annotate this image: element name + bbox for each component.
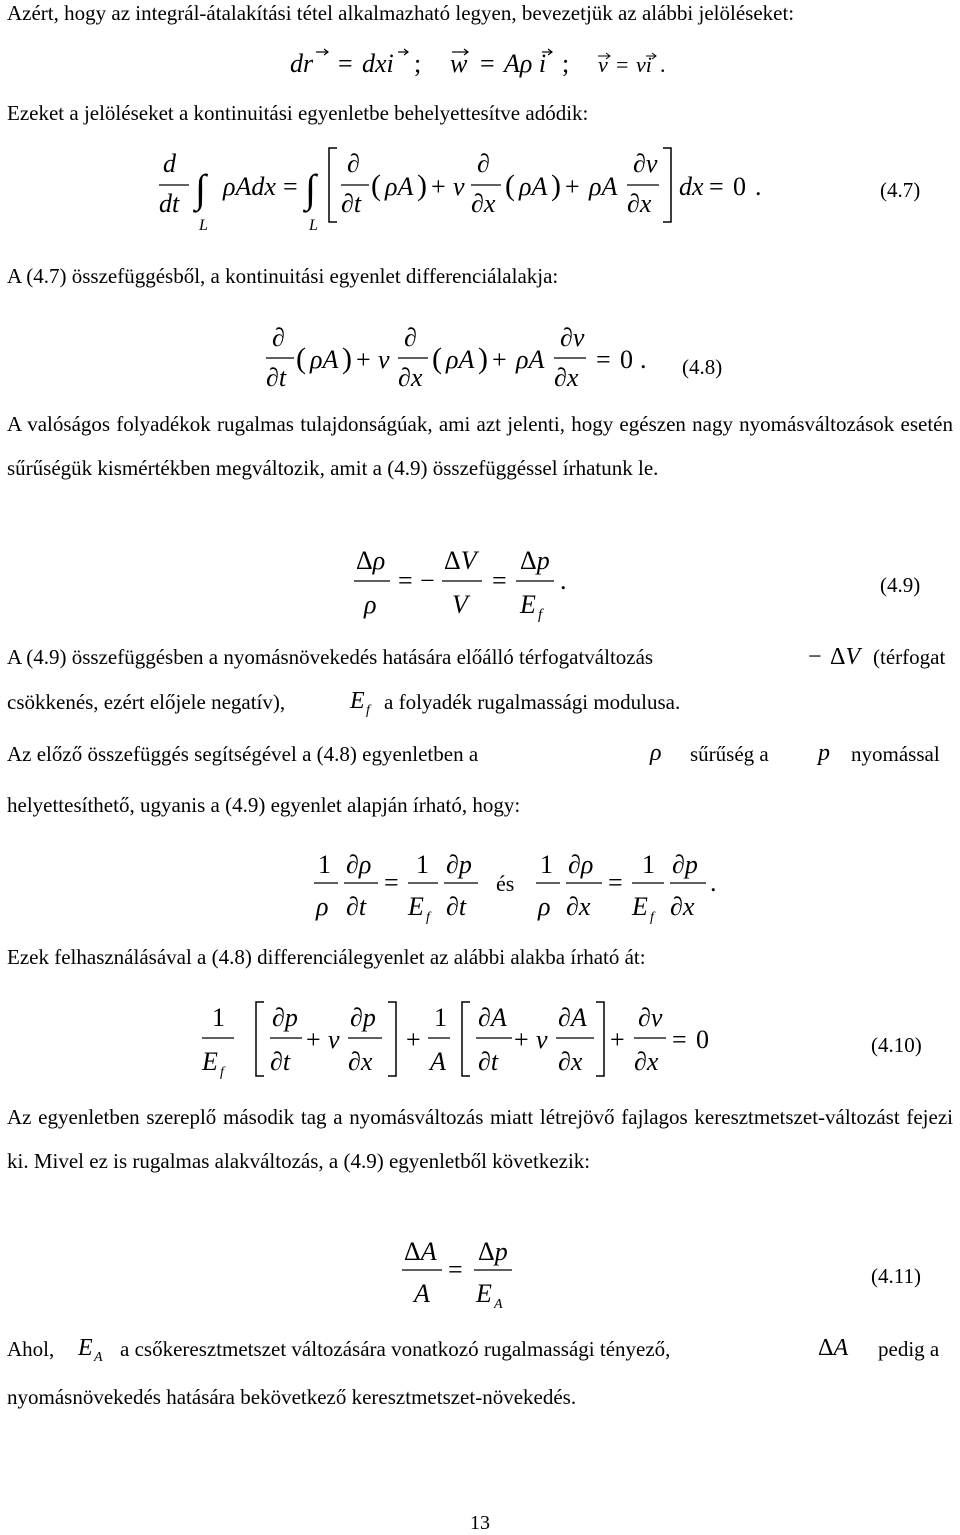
svg-text:∂v: ∂v <box>638 1003 663 1032</box>
paragraph-elasticity: A valóságos folyadékok rugalmas tulajdonságúak, ami azt jelenti, hogy egészen nagy nyomásváltozások esetén sűrűségük kismértékben megváltozik, amit a (4.9) összefüggéssel írhatunk le. <box>7 412 953 480</box>
svg-text:ρA: ρA <box>385 172 414 201</box>
svg-text:∂x: ∂x <box>348 1047 373 1076</box>
svg-text:ρA: ρA <box>516 345 545 374</box>
svg-text:∂t: ∂t <box>266 363 287 392</box>
svg-text:): ) <box>417 169 427 202</box>
svg-text:.: . <box>560 566 567 595</box>
svg-text:v: v <box>598 52 608 77</box>
svg-text:−: − <box>420 566 435 595</box>
paragraph-cross-section: Az egyenletben szereplő második tag a nyomásváltozás miatt létrejövő fajlagos keresztmetszet-változást fejezi ki. Mivel ez is rugalmas alakváltozás, a (4.9) egyenletből következik: <box>7 1105 953 1173</box>
svg-text:Δp: Δp <box>478 1237 508 1266</box>
svg-text:=: = <box>608 868 623 897</box>
equation-4-8 <box>262 316 662 406</box>
paragraph-substitution-density-text: Az előző összefüggés segítségével a (4.8) egyenletben a <box>7 742 479 766</box>
svg-text:∂t: ∂t <box>270 1047 291 1076</box>
modulus-symbol <box>350 686 380 720</box>
svg-text:(: ( <box>296 342 306 375</box>
paragraph-modulus-description: a folyadék rugalmassági modulusa. <box>384 690 681 714</box>
ea-symbol <box>78 1333 108 1367</box>
svg-text:p: p <box>818 740 830 766</box>
svg-text:A: A <box>94 1350 103 1365</box>
svg-text:∂x: ∂x <box>627 189 652 218</box>
svg-text:E: E <box>202 1047 218 1076</box>
svg-text:Δρ: Δρ <box>356 546 386 575</box>
notation-equation <box>290 42 690 82</box>
svg-text:vi: vi <box>636 52 652 77</box>
svg-text:1: 1 <box>434 1003 447 1032</box>
svg-text:A: A <box>414 1279 430 1308</box>
svg-text:∂p: ∂p <box>272 1003 298 1032</box>
svg-text:=: = <box>672 1025 687 1054</box>
paragraph-intro: Azért, hogy az integrál-átalakítási tétel alkalmazható legyen, bevezetjük az alábbi jelöléseket: <box>7 1 795 25</box>
svg-text:ρ: ρ <box>650 740 662 766</box>
paragraph-substitution-line2: helyettesíthető, ugyanis a (4.9) egyenlet alapján írható, hogy: <box>7 793 521 817</box>
paragraph-volume-change-tail: (térfogat <box>873 645 946 669</box>
svg-text:dxi: dxi <box>362 49 394 78</box>
equation-number-4-8: (4.8) <box>682 355 723 379</box>
paragraph-substitution-density <box>7 741 478 767</box>
paragraph-volume-change-line1 <box>7 644 653 670</box>
svg-text:dt: dt <box>159 189 180 218</box>
equation-4-7 <box>155 140 775 240</box>
svg-text:f: f <box>220 1065 224 1080</box>
svg-text:ρ: ρ <box>364 590 377 619</box>
svg-text:L: L <box>309 217 318 234</box>
svg-text:∂x: ∂x <box>558 1047 583 1076</box>
equation-4-10 <box>198 996 728 1086</box>
svg-text:ρA: ρA <box>519 172 548 201</box>
svg-text:L: L <box>199 217 208 234</box>
paragraph-delta-a-tail: pedig a <box>878 1337 940 1361</box>
svg-text:(: ( <box>371 169 381 202</box>
svg-text:∂p: ∂p <box>672 850 698 879</box>
svg-text:∂ρ: ∂ρ <box>346 850 372 879</box>
svg-text:A: A <box>430 1047 446 1076</box>
svg-text:=: = <box>398 566 413 595</box>
svg-text:∂A: ∂A <box>558 1003 587 1032</box>
svg-text:+: + <box>406 1025 421 1054</box>
svg-text:=: = <box>338 49 353 78</box>
svg-text:0: 0 <box>733 172 746 201</box>
svg-text:E: E <box>408 892 424 921</box>
svg-text:ΔA: ΔA <box>818 1335 849 1361</box>
svg-text:Aρ i: Aρ i <box>504 49 547 78</box>
svg-text:.: . <box>755 172 762 201</box>
svg-text:ρA: ρA <box>589 172 618 201</box>
page-number: 13 <box>470 1512 490 1534</box>
paragraph-substitution: Ezeket a jelöléseket a kontinuitási egyenletbe behelyettesítve adódik: <box>7 101 589 125</box>
and-word: és <box>496 871 515 896</box>
derivative-relations-equation <box>312 847 732 927</box>
svg-text:;: ; <box>414 49 422 78</box>
svg-text:ρA: ρA <box>446 345 475 374</box>
svg-text:ρ: ρ <box>538 892 551 921</box>
svg-text:∂v: ∂v <box>633 149 658 178</box>
svg-text:=: = <box>596 345 611 374</box>
svg-text:1: 1 <box>416 850 429 879</box>
svg-text:v: v <box>453 172 465 201</box>
equation-number-4-7: (4.7) <box>880 178 921 202</box>
svg-text:∂: ∂ <box>347 149 360 178</box>
rho-symbol <box>650 738 670 768</box>
svg-text:∂x: ∂x <box>566 892 591 921</box>
svg-text:+: + <box>565 172 580 201</box>
svg-text:+: + <box>431 172 446 201</box>
svg-text:∂p: ∂p <box>446 850 472 879</box>
paragraph-ea-description: a csőkeresztmetszet változására vonatkozó rugalmassági tényező, <box>120 1337 671 1361</box>
svg-text:=: = <box>616 52 629 77</box>
delta-v-symbol <box>808 642 868 672</box>
svg-text:): ) <box>551 169 561 202</box>
svg-text:A: A <box>494 1297 503 1312</box>
paragraph-density-word: sűrűség a <box>690 742 769 766</box>
svg-text:∂t: ∂t <box>346 892 367 921</box>
svg-text:;: ; <box>562 49 570 78</box>
svg-text:): ) <box>478 342 488 375</box>
paragraph-volume-change-text: A (4.9) összefüggésben a nyomásnövekedés hatására előálló térfogatváltozás <box>7 645 654 669</box>
svg-text:0: 0 <box>696 1025 709 1054</box>
svg-text:ΔV: ΔV <box>830 644 861 670</box>
equation-number-4-10: (4.10) <box>871 1033 922 1057</box>
svg-text:w: w <box>450 49 468 78</box>
equation-number-4-11: (4.11) <box>871 1264 921 1288</box>
svg-text:f: f <box>650 910 654 925</box>
svg-text:+: + <box>492 345 507 374</box>
svg-text:dr: dr <box>290 49 314 78</box>
svg-text:ΔV: ΔV <box>444 546 477 575</box>
svg-text:=: = <box>448 1255 463 1284</box>
svg-text:∂: ∂ <box>272 323 285 352</box>
svg-text:ρA: ρA <box>310 345 339 374</box>
svg-text:): ) <box>342 342 352 375</box>
p-symbol <box>818 738 838 768</box>
svg-text:∂v: ∂v <box>560 323 585 352</box>
svg-text:=: = <box>480 49 495 78</box>
svg-text:1: 1 <box>318 850 331 879</box>
paragraph-volume-change-line2: csökkenés, ezért előjele negatív), <box>7 690 286 714</box>
delta-a-symbol <box>818 1333 858 1363</box>
svg-text:E: E <box>476 1279 492 1308</box>
svg-text:+: + <box>306 1025 321 1054</box>
paragraph-usage: Ezek felhasználásával a (4.8) differenciálegyenlet az alábbi alakba írható át: <box>7 945 646 969</box>
equation-4-9 <box>352 543 572 633</box>
svg-text:E: E <box>350 688 365 714</box>
svg-text:f: f <box>366 703 370 718</box>
svg-text:1: 1 <box>212 1003 225 1032</box>
svg-text:∂p: ∂p <box>350 1003 376 1032</box>
svg-text:f: f <box>426 910 430 925</box>
svg-text:∂A: ∂A <box>478 1003 507 1032</box>
svg-text:∂ρ: ∂ρ <box>568 850 594 879</box>
svg-text:=: = <box>384 868 399 897</box>
svg-text:1: 1 <box>540 850 553 879</box>
paragraph-differential-form: A (4.7) összefüggésből, a kontinuitási egyenlet differenciálalakja: <box>7 264 559 288</box>
svg-text:E: E <box>632 892 648 921</box>
svg-text:∂t: ∂t <box>478 1047 499 1076</box>
svg-text:−: − <box>808 644 822 670</box>
svg-text:+: + <box>514 1025 529 1054</box>
svg-text:∂x: ∂x <box>670 892 695 921</box>
svg-text:E: E <box>78 1335 93 1361</box>
equation-number-4-9: (4.9) <box>880 573 921 597</box>
svg-text:=: = <box>492 566 507 595</box>
svg-text:∂x: ∂x <box>471 189 496 218</box>
svg-text:1: 1 <box>642 850 655 879</box>
svg-text:=: = <box>283 172 298 201</box>
svg-text:∫: ∫ <box>305 166 316 211</box>
svg-text:+: + <box>610 1025 625 1054</box>
svg-text:0: 0 <box>620 345 633 374</box>
svg-text:v: v <box>378 345 390 374</box>
paragraph-pressure-word: nyomással <box>851 742 940 766</box>
paragraph-where-line2: nyomásnövekedés hatására bekövetkező keresztmetszet-növekedés. <box>7 1385 577 1409</box>
svg-text:E: E <box>520 590 536 619</box>
svg-text:f: f <box>538 607 543 623</box>
svg-text:d: d <box>163 149 176 178</box>
svg-text:=: = <box>709 172 724 201</box>
svg-text:+: + <box>356 345 371 374</box>
svg-text:ρ: ρ <box>316 892 329 921</box>
svg-text:∂t: ∂t <box>446 892 467 921</box>
svg-text:∂t: ∂t <box>341 189 362 218</box>
svg-text:.: . <box>660 52 666 77</box>
svg-text:dx: dx <box>679 172 704 201</box>
svg-text:ΔA: ΔA <box>404 1237 437 1266</box>
svg-text:V: V <box>452 590 468 619</box>
equation-4-11 <box>400 1232 560 1312</box>
paragraph-where: Ahol, <box>7 1337 55 1361</box>
svg-text:∂x: ∂x <box>634 1047 659 1076</box>
svg-text:(: ( <box>505 169 515 202</box>
svg-text:(: ( <box>432 342 442 375</box>
svg-text:∫: ∫ <box>195 166 206 211</box>
svg-text:∂x: ∂x <box>554 363 579 392</box>
svg-text:.: . <box>640 345 647 374</box>
svg-text:∂: ∂ <box>477 149 490 178</box>
svg-text:∂x: ∂x <box>398 363 423 392</box>
svg-text:.: . <box>710 868 717 897</box>
svg-text:∂: ∂ <box>404 323 417 352</box>
svg-text:Δp: Δp <box>520 546 550 575</box>
svg-text:v: v <box>536 1025 548 1054</box>
svg-text:ρAdx: ρAdx <box>223 172 276 201</box>
svg-text:v: v <box>328 1025 340 1054</box>
